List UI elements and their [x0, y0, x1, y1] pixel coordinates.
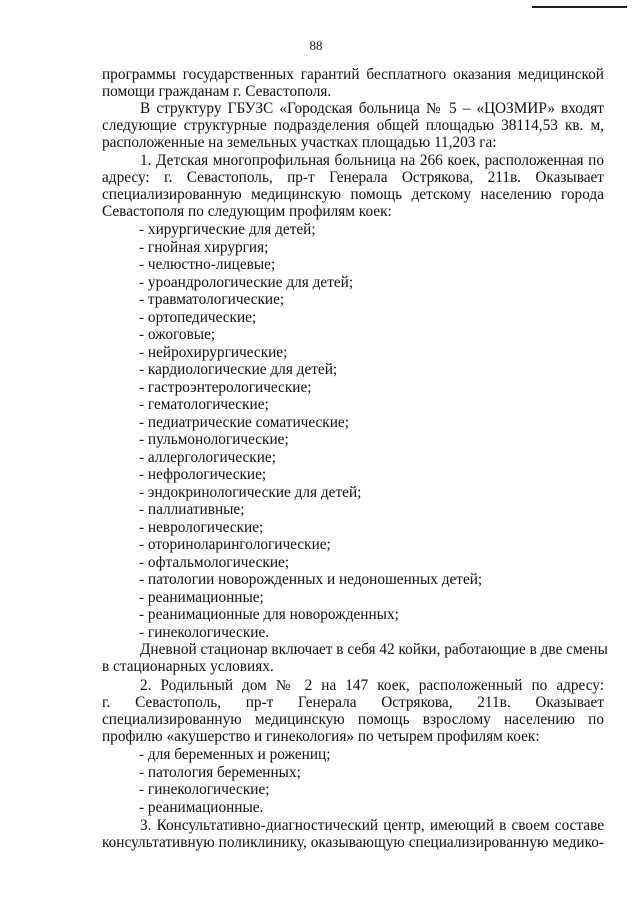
body-line: 3. Консультативно-диагностический центр, имеющий в своем составе	[140, 817, 604, 834]
body-line: помощи гражданам г. Севастополя.	[102, 83, 332, 100]
body-line: Дневной стационар включает в себя 42 койки, работающие в две смены	[140, 641, 608, 658]
profile-list-item: - гинекологические;	[139, 781, 270, 798]
profile-list-item: - челюстно-лицевые;	[139, 256, 276, 273]
profile-list-item: - гастроэнтерологические;	[139, 378, 312, 396]
profile-list-item: - травматологические;	[139, 291, 285, 308]
body-line: программы государственных гарантий бесплатного оказания медицинской	[102, 66, 604, 83]
profile-list-item: - паллиативные;	[139, 501, 245, 518]
body-line: Севастополя по следующим профилям коек:	[102, 203, 392, 220]
body-line: 2. Родильный дом № 2 на 147 коек, расположенный по адресу:	[140, 677, 604, 694]
profile-list-item: - патология беременных;	[139, 763, 301, 781]
body-line: консультативную поликлинику, оказывающую специализированную медико-	[102, 834, 604, 851]
profile-list-item: - ортопедические;	[139, 308, 257, 326]
profile-list-item: - гинекологические.	[139, 623, 270, 641]
profile-list-item: - нейрохирургические;	[139, 343, 288, 361]
profile-list-item: - хирургические для детей;	[139, 221, 316, 238]
body-line: следующие структурные подразделения общей площадью 38114,53 кв. м,	[102, 117, 604, 134]
page-number: 88	[309, 38, 323, 53]
profile-list-item: - педиатрические соматические;	[139, 413, 349, 431]
profile-list-item: - нефрологические;	[139, 466, 267, 483]
body-line: специализированную медицинскую помощь детскому населению города	[102, 186, 604, 203]
body-line: 1. Детская многопрофильная больница на 266 коек, расположенная по	[140, 152, 604, 169]
profile-list-item: - офтальмологические;	[139, 553, 290, 571]
profile-list-item: - реанимационные;	[139, 588, 264, 606]
profile-list-item: - оториноларингологические;	[139, 536, 331, 553]
body-line: г. Севастополь, пр-т Генерала Острякова, 211в. Оказывает	[102, 694, 604, 711]
profile-list-item: - гнойная хирургия;	[139, 238, 269, 256]
body-line: специализированную медицинскую помощь взрослому населению по	[102, 711, 604, 728]
profile-list-item: - патологии новорожденных и недоношенных детей;	[139, 571, 483, 588]
profile-list-item: - неврологические;	[139, 518, 264, 536]
profile-list-item: - реанимационные.	[139, 798, 264, 816]
profile-list-item: - аллергологические;	[139, 448, 276, 466]
profile-list-item: - пульмонологические;	[139, 431, 289, 448]
profile-list-item: - уроандрологические для детей;	[139, 273, 354, 291]
body-line: в стационарных условиях.	[102, 658, 274, 675]
body-line: расположенные на земельных участках площадью 11,203 га:	[102, 134, 497, 151]
profile-list-item: - гематологические;	[139, 396, 269, 413]
profile-list-item: - ожоговые;	[139, 326, 216, 343]
profile-list-item: - для беременных и рожениц;	[139, 746, 331, 763]
body-line: адресу: г. Севастополь, пр-т Генерала Острякова, 211в. Оказывает	[102, 169, 604, 186]
body-line: профилю «акушерство и гинекология» по четырем профилям коек:	[102, 728, 540, 745]
profile-list-item: - эндокринологические для детей;	[139, 483, 362, 501]
body-line: В структуру ГБУЗС «Городская больница № 5 – «ЦОЗМИР» входят	[140, 100, 604, 117]
profile-list-item: - кардиологические для детей;	[139, 361, 338, 378]
scan-edge-line	[532, 6, 627, 8]
profile-list-item: - реанимационные для новорожденных;	[139, 606, 399, 623]
